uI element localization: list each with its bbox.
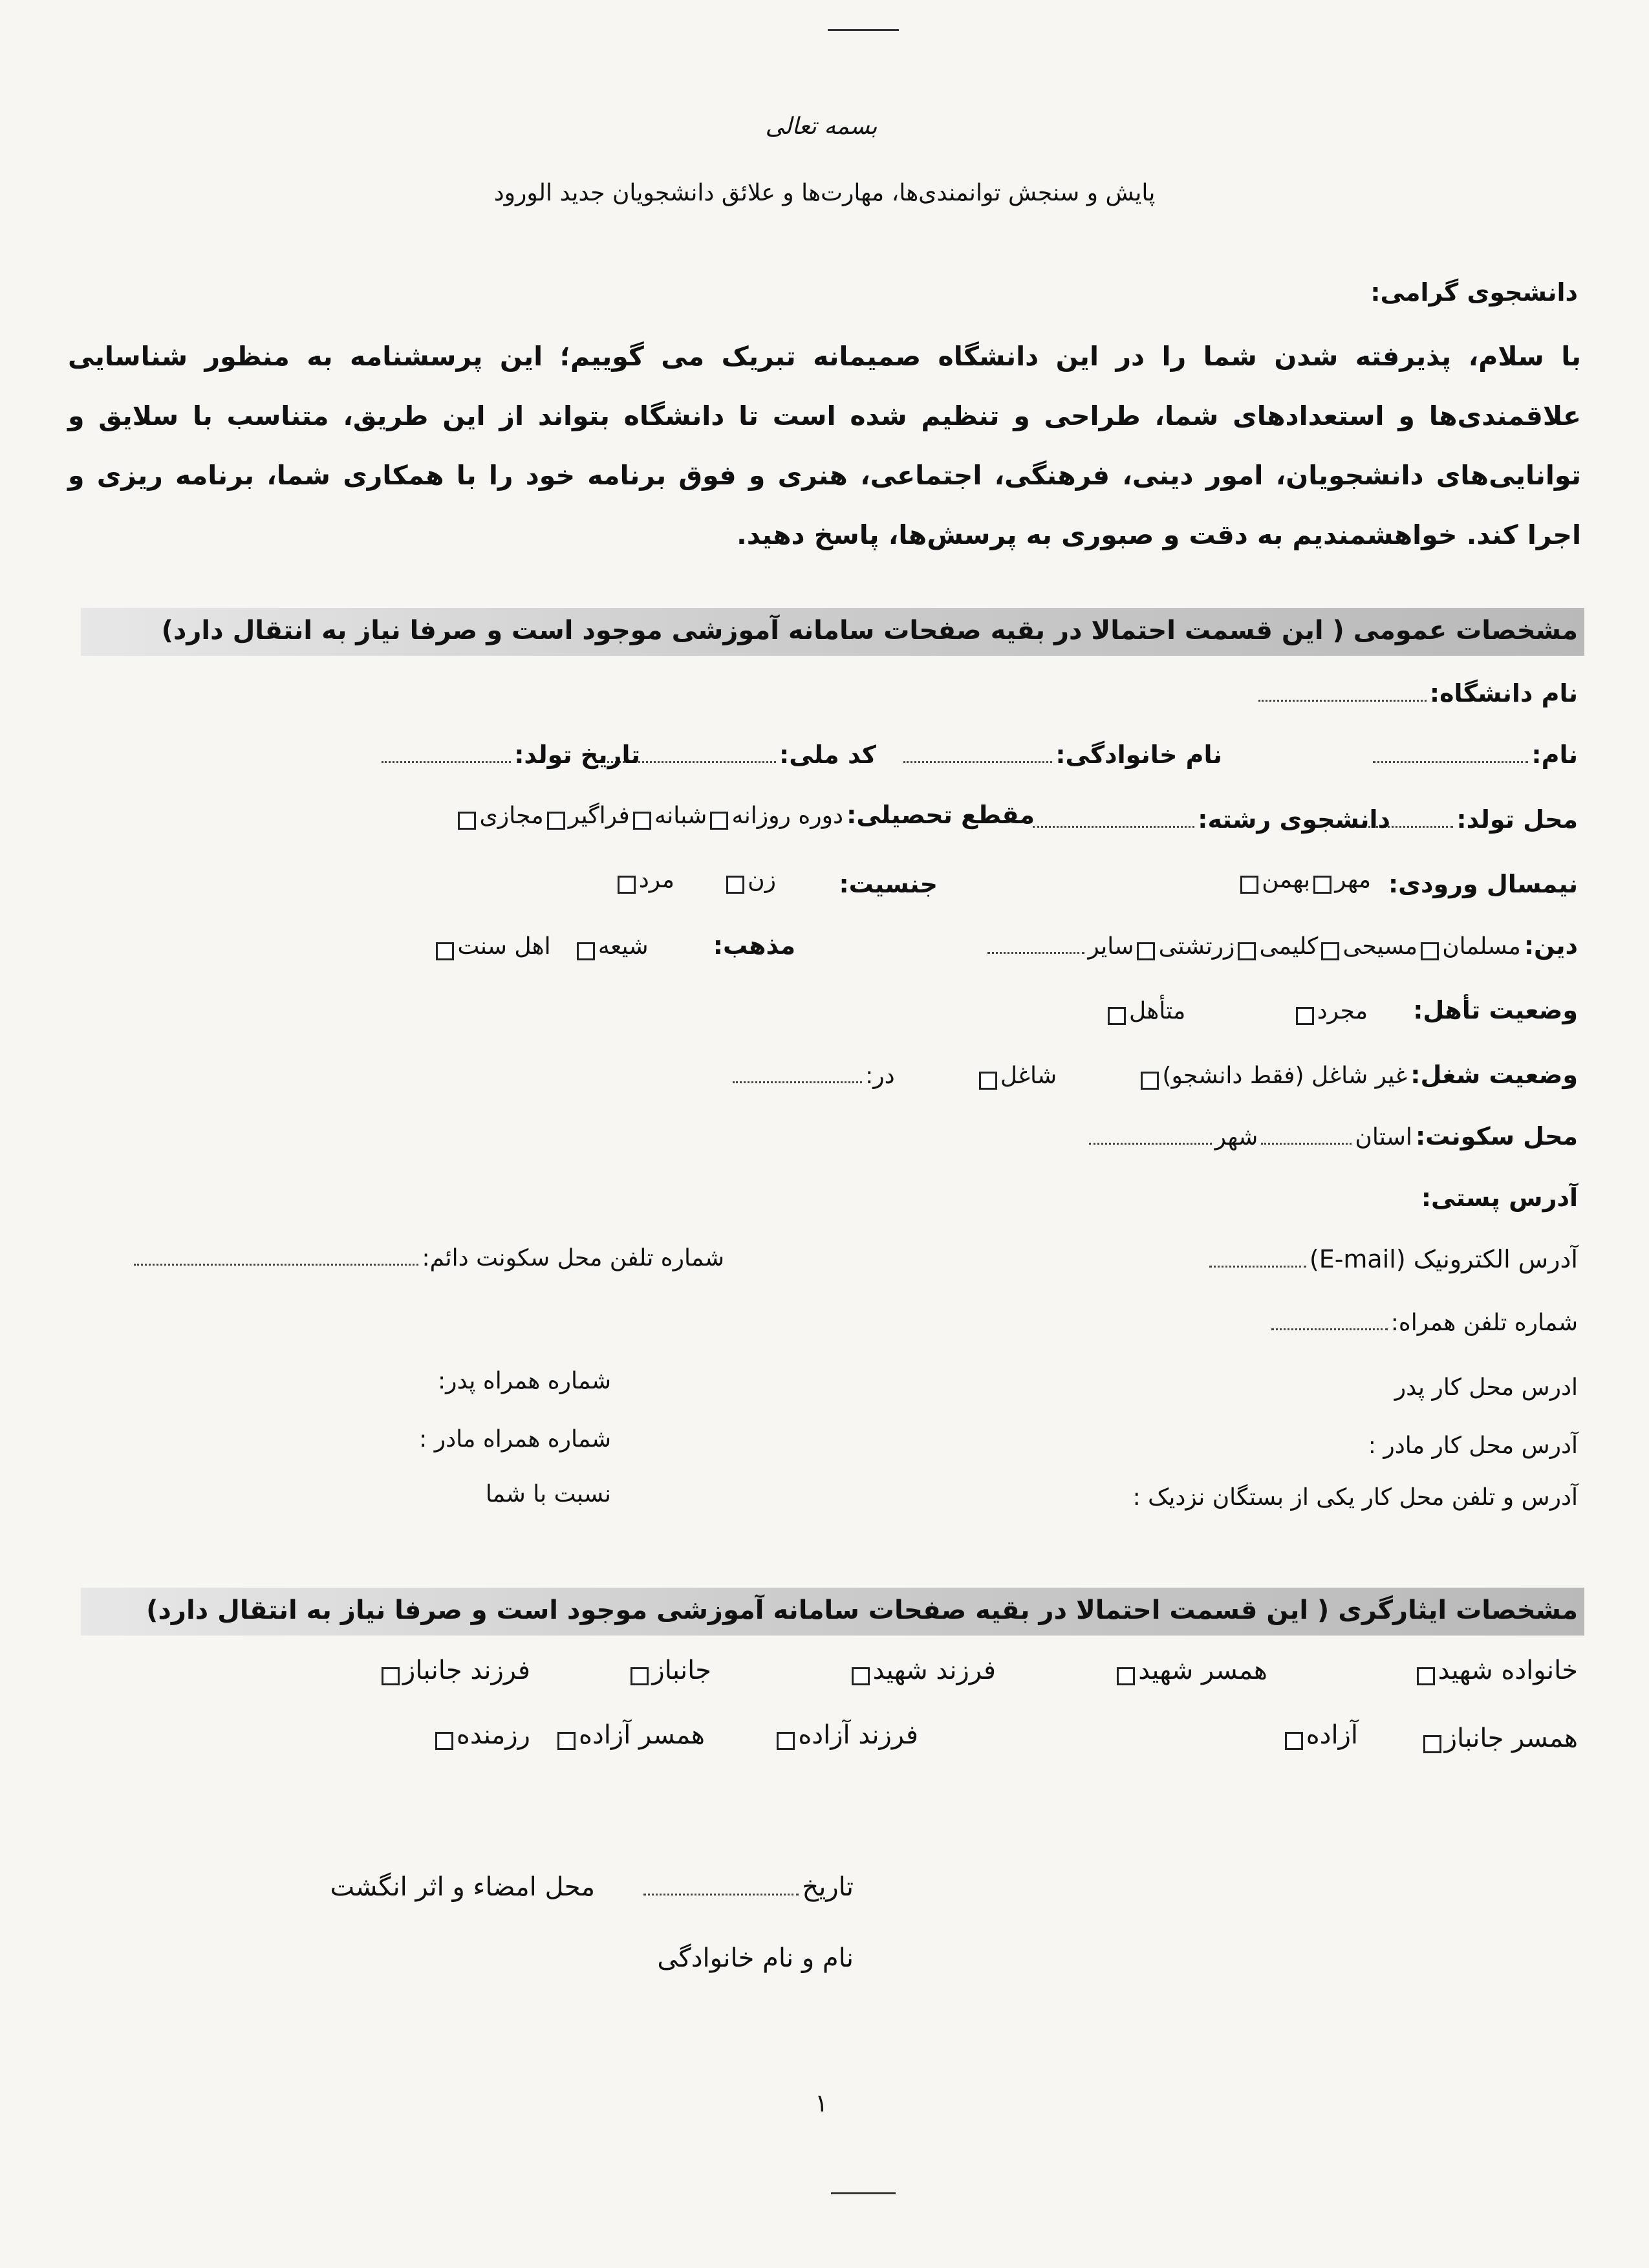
signature-label: محل امضاء و اثر انگشت xyxy=(330,1872,595,1902)
job-at-label: در: xyxy=(865,1063,895,1089)
father-work-field[interactable] xyxy=(1395,1374,1578,1401)
birth-place-label: محل تولد: xyxy=(1456,805,1578,834)
province-line[interactable] xyxy=(1261,1138,1352,1145)
child-janbaz-checkbox[interactable] xyxy=(382,1667,400,1685)
job-group xyxy=(733,1061,1578,1090)
email-label: آدرس الکترونیک (E-mail) xyxy=(1309,1245,1578,1273)
home-phone-label: شماره تلفن محل سکونت دائم: xyxy=(422,1245,724,1271)
mobile-line[interactable] xyxy=(1271,1323,1388,1330)
freed-checkbox[interactable] xyxy=(1285,1732,1303,1750)
job-at-line[interactable] xyxy=(733,1076,862,1083)
veteran-spouse-freed: همسر آزاده xyxy=(557,1720,705,1750)
home-phone-field[interactable] xyxy=(134,1245,724,1271)
first-name-line[interactable] xyxy=(1373,756,1528,763)
gender-option-male: مرد xyxy=(638,867,674,893)
gender-options xyxy=(618,867,776,894)
birth-date-line[interactable] xyxy=(382,756,511,763)
veteran-child-freed: فرزند آزاده xyxy=(777,1720,918,1750)
date-field[interactable] xyxy=(643,1872,854,1902)
job-employed-checkbox[interactable] xyxy=(979,1072,997,1090)
university-label: نام دانشگاه: xyxy=(1429,679,1578,707)
relative-label: آدرس و تلفن محل کار یکی از بستگان نزدیک : xyxy=(1132,1484,1578,1511)
name-signature-label: نام و نام خانوادگی xyxy=(657,1943,854,1973)
veteran-child-janbaz: فرزند جانباز xyxy=(382,1656,530,1685)
bismillah: بسمه تعالی xyxy=(765,113,878,140)
semester-label: نیمسال ورودی: xyxy=(1388,870,1578,898)
veteran-janbaz: جانباز xyxy=(630,1656,711,1685)
mobile-field[interactable] xyxy=(1271,1310,1578,1336)
relative-field[interactable] xyxy=(1133,1484,1578,1511)
residence-label: محل سکونت: xyxy=(1415,1122,1578,1150)
child-freed-checkbox[interactable] xyxy=(777,1732,795,1750)
combatant-checkbox[interactable] xyxy=(435,1732,453,1750)
marital-married-checkbox[interactable] xyxy=(1108,1007,1126,1025)
degree-option-comprehensive: فراگیر xyxy=(568,803,630,829)
sect-option-sunni: اهل سنت xyxy=(457,933,551,960)
religion-label: دین: xyxy=(1524,931,1578,960)
gender-female-checkbox[interactable] xyxy=(726,876,744,894)
field-of-study-field[interactable] xyxy=(1033,805,1390,834)
mother-mobile-field[interactable] xyxy=(419,1426,611,1453)
intro-paragraph: با سلام، پذیرفته شدن شما را در این دانشگاه صمیمانه تبریک می گوییم؛ این پرسشنامه به منظور شناسایی علاقمندی‌ها و استعدادهای شما، طراحی و تنظیم شده است تا دانشگاه بتواند از این طریق، متناسب با سلایق و توانایی‌های دانشجویان، امور دینی، فرهنگی، اجتماعی، هنری و فوق برنامه خود را با همکاری شما، برنامه ریزی و اجرا کند. خواهشمندیم به دقت و صبوری به پرسش‌ها، پاسخ دهید. xyxy=(68,341,1581,550)
relation-label: نسبت با شما xyxy=(485,1481,611,1507)
religion-option-jewish: کلیمی xyxy=(1259,933,1319,960)
spouse-janbaz-checkbox[interactable] xyxy=(1423,1735,1441,1753)
sect-group xyxy=(436,931,795,960)
marital-group xyxy=(1108,996,1578,1025)
religion-jewish-checkbox[interactable] xyxy=(1238,942,1256,960)
signature-field[interactable] xyxy=(330,1872,595,1902)
religion-muslim-checkbox[interactable] xyxy=(1421,942,1439,960)
family-martyr-checkbox[interactable] xyxy=(1417,1667,1435,1685)
sect-label: مذهب: xyxy=(713,931,795,960)
national-code-label: کد ملی: xyxy=(779,740,876,769)
birth-date-label: تاریخ تولد: xyxy=(514,740,640,769)
page-number: ۱ xyxy=(815,2089,828,2117)
religion-zoroastrian-checkbox[interactable] xyxy=(1137,942,1155,960)
father-mobile-field[interactable] xyxy=(438,1368,611,1394)
city-line[interactable] xyxy=(1089,1138,1212,1145)
top-punch-mark xyxy=(828,29,899,31)
postal-address-label: آدرس پستی: xyxy=(1421,1183,1578,1212)
province-label: استان xyxy=(1355,1124,1412,1150)
degree-option-night: شبانه xyxy=(654,803,707,829)
religion-christian-checkbox[interactable] xyxy=(1321,942,1339,960)
veteran-spouse-janbaz: همسر جانباز xyxy=(1423,1723,1578,1753)
city-label: شهر xyxy=(1214,1124,1258,1150)
job-option-employed: شاغل xyxy=(1000,1063,1057,1089)
university-field[interactable] xyxy=(1258,679,1578,707)
veteran-freed: آزاده xyxy=(1285,1720,1358,1750)
university-line[interactable] xyxy=(1258,695,1427,702)
relation-field[interactable] xyxy=(486,1481,611,1507)
form-title: پایش و سنجش توانمندی‌ها، مهارت‌ها و علائق دانشجویان جدید الورود xyxy=(493,180,1156,206)
marital-label: وضعیت تأهل: xyxy=(1413,996,1578,1024)
degree-night-checkbox[interactable] xyxy=(633,812,651,830)
first-name-label: نام: xyxy=(1531,740,1578,769)
postal-address-field[interactable] xyxy=(1421,1183,1578,1212)
last-name-field[interactable] xyxy=(903,740,1222,769)
mother-work-label: آدرس محل کار مادر : xyxy=(1368,1432,1578,1459)
semester-options xyxy=(1240,867,1371,894)
veteran-combatant: رزمنده xyxy=(435,1720,530,1750)
degree-option-daily: دوره روزانه xyxy=(731,803,844,829)
sect-shia-checkbox[interactable] xyxy=(577,942,595,960)
mobile-label: شماره تلفن همراه: xyxy=(1390,1310,1578,1336)
mother-work-field[interactable] xyxy=(1368,1432,1578,1459)
field-of-study-label: دانشجوی رشته: xyxy=(1198,805,1390,834)
father-work-label: ادرس محل کار پدر xyxy=(1394,1374,1578,1401)
job-unemployed-checkbox[interactable] xyxy=(1141,1072,1159,1090)
job-label: وضعیت شغل: xyxy=(1410,1061,1578,1089)
veteran-section-heading: مشخصات ایثارگری ( این قسمت احتمالا در بقیه صفحات سامانه آموزشی موجود است و صرفا نیاز به انتقال دارد) xyxy=(146,1595,1578,1625)
child-martyr-checkbox[interactable] xyxy=(852,1667,870,1685)
mother-mobile-label: شماره همراه مادر : xyxy=(419,1426,611,1453)
job-option-unemployed: غیر شاغل (فقط دانشجو) xyxy=(1162,1063,1408,1089)
spouse-freed-checkbox[interactable] xyxy=(557,1732,576,1750)
residence-group xyxy=(1089,1122,1578,1150)
father-mobile-label: شماره همراه پدر: xyxy=(437,1368,611,1394)
religion-option-other: سایر xyxy=(1088,933,1134,960)
field-of-study-line[interactable] xyxy=(1033,821,1194,828)
greeting: دانشجوی گرامی: xyxy=(1370,278,1578,307)
general-section-heading: مشخصات عمومی ( این قسمت احتمالا در بقیه صفحات سامانه آموزشی موجود است و صرفا نیاز به انتقال دارد) xyxy=(161,616,1578,645)
sect-option-shia: شیعه xyxy=(598,933,649,960)
religion-option-zoroastrian: زرتشتی xyxy=(1158,933,1235,960)
veteran-spouse-martyr: همسر شهید xyxy=(1117,1656,1267,1685)
semester-option-bahman: بهمن xyxy=(1262,867,1311,893)
religion-group xyxy=(987,931,1578,960)
marital-option-single: مجرد xyxy=(1317,998,1368,1024)
name-signature-field[interactable] xyxy=(657,1943,854,1973)
date-label: تاریخ xyxy=(802,1872,854,1902)
janbaz-checkbox[interactable] xyxy=(630,1667,649,1685)
spouse-martyr-checkbox[interactable] xyxy=(1117,1667,1135,1685)
email-line[interactable] xyxy=(1209,1260,1306,1268)
bottom-punch-mark xyxy=(831,2192,896,2194)
degree-comprehensive-checkbox[interactable] xyxy=(547,812,565,830)
degree-option-virtual: مجازی xyxy=(479,803,544,829)
degree-daily-checkbox[interactable] xyxy=(710,812,728,830)
veteran-child-martyr: فرزند شهید xyxy=(852,1656,996,1685)
gender-male-checkbox[interactable] xyxy=(618,876,636,894)
religion-other-line[interactable] xyxy=(987,947,1084,954)
degree-virtual-checkbox[interactable] xyxy=(458,812,476,830)
veteran-family-martyr: خانواده شهید xyxy=(1417,1656,1578,1685)
degree-group xyxy=(458,801,1035,830)
first-name-field[interactable] xyxy=(1373,740,1578,769)
semester-bahman-checkbox[interactable] xyxy=(1240,876,1258,894)
email-field[interactable] xyxy=(1209,1245,1578,1273)
degree-label: مقطع تحصیلی: xyxy=(846,801,1035,829)
last-name-line[interactable] xyxy=(903,756,1052,763)
sect-sunni-checkbox[interactable] xyxy=(436,942,454,960)
marital-single-checkbox[interactable] xyxy=(1296,1007,1314,1025)
religion-option-christian: مسیحی xyxy=(1342,933,1417,960)
semester-mehr-checkbox[interactable] xyxy=(1313,876,1331,894)
gender-option-female: زن xyxy=(748,867,776,893)
last-name-label: نام خانوادگی: xyxy=(1055,740,1222,769)
religion-option-muslim: مسلمان xyxy=(1442,933,1521,960)
marital-option-married: متأهل xyxy=(1128,998,1186,1024)
semester-option-mehr: مهر xyxy=(1335,867,1371,893)
birth-date-field[interactable] xyxy=(382,740,640,769)
date-line[interactable] xyxy=(643,1888,799,1895)
gender-label: جنسیت: xyxy=(839,870,938,898)
home-phone-line[interactable] xyxy=(134,1258,418,1266)
